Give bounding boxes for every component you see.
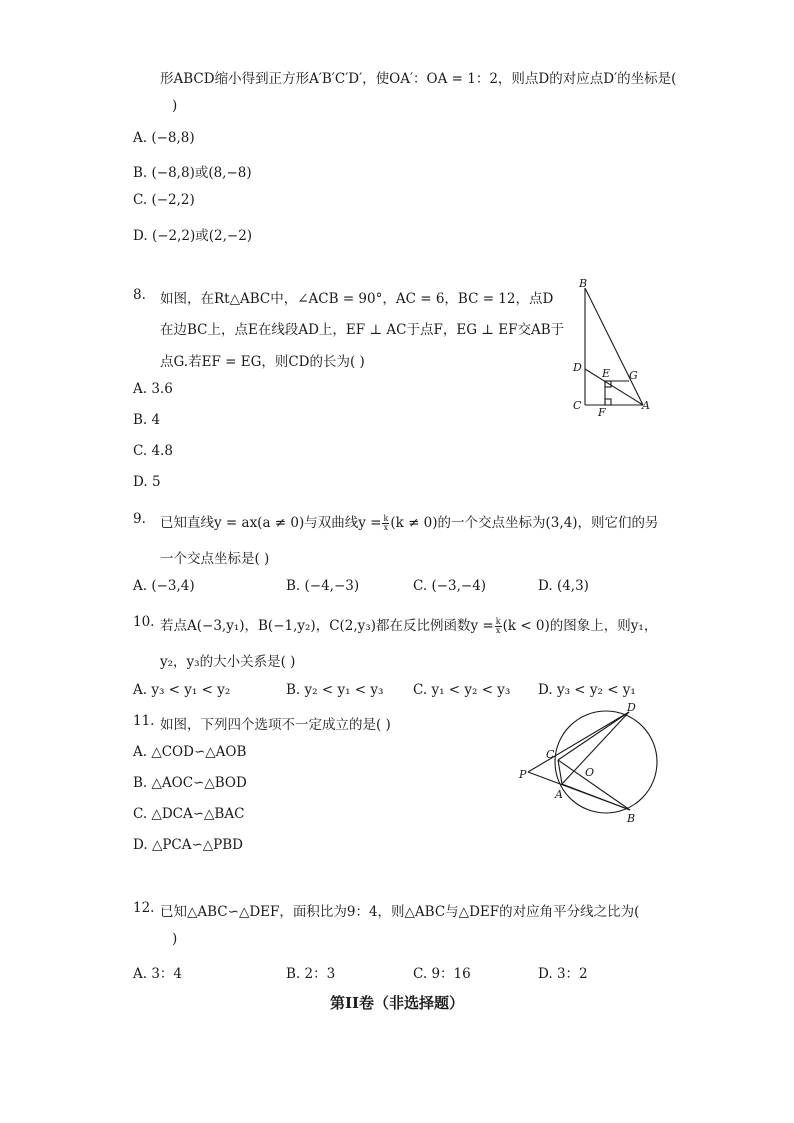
q10-number: 10.	[133, 614, 155, 630]
q8-triangle-figure	[565, 275, 660, 420]
q10-fraction: $\frac{k}{x}$	[495, 617, 501, 635]
q12-option-d[interactable]: D. 3：2	[538, 966, 588, 982]
q12-option-a[interactable]: A. 3：4	[133, 966, 183, 982]
q12-stem-line1: 已知△ABC∽△DEF，面积比为9：4，则△ABC与△DEF的对应角平分线之比为(	[160, 904, 640, 920]
q11-option-a[interactable]: A. △COD∽△AOB	[133, 744, 247, 760]
label-g: G	[629, 369, 638, 382]
q12-stem-line2: )	[172, 931, 178, 947]
line-ad	[562, 712, 629, 784]
label-o: O	[585, 766, 595, 779]
q9-option-c[interactable]: C. (−3,−4)	[413, 578, 487, 594]
section-title: 第II卷（非选择题）	[329, 994, 465, 1012]
q10-option-d[interactable]: D. y₃ < y₂ < y₁	[538, 682, 636, 698]
q8-option-a[interactable]: A. 3.6	[133, 381, 173, 397]
q12-number: 12.	[133, 900, 155, 916]
label-a: A	[555, 788, 563, 801]
q8-number: 8.	[133, 287, 146, 303]
label-e: E	[602, 367, 611, 380]
q7-option-d[interactable]: D. (−2,2)或(2,−2)	[133, 228, 253, 244]
label-c: C	[546, 748, 555, 761]
q11-circle-figure	[510, 698, 670, 828]
q11-option-c[interactable]: C. △DCA∽△BAC	[133, 806, 245, 822]
q7-option-b[interactable]: B. (−8,8)或(8,−8)	[133, 165, 252, 181]
label-a: A	[642, 399, 650, 412]
q11-option-b[interactable]: B. △AOC∽△BOD	[133, 775, 247, 791]
label-b: B	[627, 812, 636, 825]
q8-option-c[interactable]: C. 4.8	[133, 443, 173, 459]
q9-number: 9.	[133, 511, 146, 527]
line-ab	[562, 784, 630, 810]
q10-stem-line2: y₂，y₃的大小关系是( )	[160, 654, 296, 670]
q8-stem-line3: 点G.若EF = EG，则CD的长为( )	[160, 354, 365, 370]
label-f: F	[598, 406, 606, 419]
q10-stem-line1: 若点A(−3,y₁)，B(−1,y₂)，C(2,y₃)都在反比例函数y = $\frac{k}{x}$ (k < 0)的图象上，则y₁，	[160, 617, 658, 635]
q7-option-a[interactable]: A. (−8,8)	[133, 130, 195, 146]
q11-option-d[interactable]: D. △PCA∽△PBD	[133, 837, 244, 853]
q7-stem-line2: )	[172, 98, 178, 114]
q11-stem: 如图，下列四个选项不一定成立的是( )	[160, 717, 391, 733]
q7-option-c[interactable]: C. (−2,2)	[133, 192, 195, 208]
q10-option-c[interactable]: C. y₁ < y₂ < y₃	[413, 682, 511, 698]
q10-option-a[interactable]: A. y₃ < y₁ < y₂	[133, 682, 231, 698]
q9-option-d[interactable]: D. (4,3)	[538, 578, 589, 594]
label-d: D	[573, 361, 582, 374]
label-b: B	[579, 277, 588, 290]
q8-stem-line1: 如图，在Rt△ABC中，∠ACB = 90°，AC = 6，BC = 12，点D	[160, 291, 554, 307]
q11-number: 11.	[133, 713, 155, 729]
q9-fraction: $\frac{k}{x}$	[383, 514, 389, 532]
q9-option-b[interactable]: B. (−4,−3)	[286, 578, 360, 594]
q8-option-d[interactable]: D. 5	[133, 474, 161, 490]
q9-stem-line2: 一个交点坐标是( )	[160, 551, 270, 567]
q12-option-c[interactable]: C. 9：16	[413, 966, 471, 982]
label-c: C	[573, 399, 582, 412]
q8-option-b[interactable]: B. 4	[133, 412, 161, 428]
q7-stem-line1: 形ABCD缩小得到正方形A′B′C′D′，使OA′：OA = 1：2，则点D的对应点D′的坐标是(	[160, 71, 677, 87]
q8-stem-line2: 在边BC上，点E在线段AD上，EF ⊥ AC于点F，EG ⊥ EF交AB于	[160, 322, 565, 338]
line-pd	[528, 712, 629, 772]
label-p: P	[519, 768, 527, 781]
right-angle-f	[605, 399, 611, 405]
line-cd	[558, 712, 629, 760]
q12-option-b[interactable]: B. 2：3	[286, 966, 336, 982]
q9-option-a[interactable]: A. (−3,4)	[133, 578, 195, 594]
label-d: D	[627, 701, 636, 714]
q9-stem-line1: 已知直线y = ax(a ≠ 0)与双曲线y = $\frac{k}{x}$ (k ≠ 0)的一个交点坐标为(3,4)，则它们的另	[160, 514, 659, 532]
q10-option-b[interactable]: B. y₂ < y₁ < y₃	[286, 682, 384, 698]
